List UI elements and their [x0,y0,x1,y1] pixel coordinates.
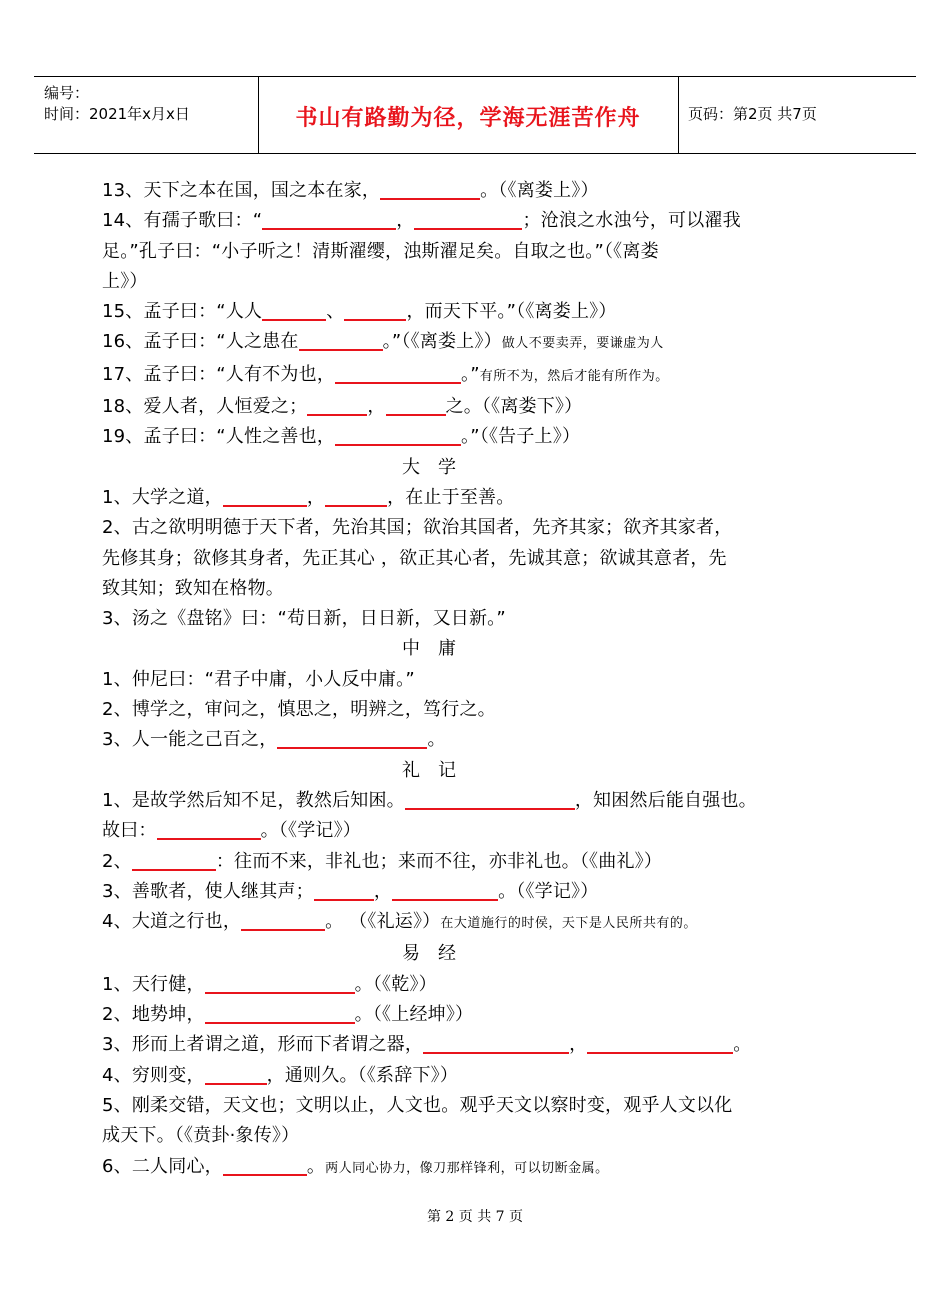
item-mencius-17: 17、孟子曰：“人有不为也， 。”有所不为，然后才能有所作为。 [102,363,669,385]
page-footer: 第 2 页 共 7 页 [426,1209,524,1225]
fill-blank[interactable] [205,972,355,994]
annotation-note: 做人不要卖弄，要谦虚为人 [501,336,664,352]
item-zhongyong-3: 3、人一能之己百之， 。 [102,729,446,751]
fill-blank[interactable] [241,909,325,931]
section-title-liji: 礼记 [402,759,474,781]
page-header [34,76,916,154]
item-yijing-3: 3、形而上者谓之道，形而下者谓之器， ， 。 [102,1034,752,1056]
item-liji-1: 1、是故学然后知不足，教然后知困。 ，知困然后能自强也。 [102,789,757,811]
item-yijing-1: 1、天行健， 。（《乾》） [102,973,437,995]
item-yijing-2: 2、地势坤， 。（《上经坤》） [102,1004,474,1026]
item-liji-1-cont: 故曰： 。（《学记》） [102,820,362,842]
doc-code-label: 编号： [44,84,90,102]
section-title-daxue: 大学 [402,456,474,478]
fill-blank[interactable] [380,178,480,200]
item-yijing-6: 6、二人同心， 。两人同心协力，像刀那样锋利，可以切断金属。 [102,1155,609,1177]
text-line: 2、古之欲明明德于天下者，先治其国；欲治其国者，先齐其家；欲齐其家者， [102,517,733,539]
header-divider [678,77,679,153]
annotation-note: 在大道施行的时侯，天下是人民所共有的。 [440,916,697,932]
fill-blank[interactable] [314,879,374,901]
item-liji-3: 3、善歌者，使人继其声； ， 。（《学记》） [102,880,599,902]
text-line: 足。”孔子曰：“小子听之！清斯濯缨，浊斯濯足矣。自取之也。”（《离娄 [102,240,659,262]
fill-blank[interactable] [205,1002,355,1024]
section-title-yijing: 易经 [402,943,474,965]
text-line: 成天下。（《贲卦·象传》） [102,1125,300,1147]
fill-blank[interactable] [392,879,498,901]
header-meta [44,83,190,125]
fill-blank[interactable] [405,788,575,810]
annotation-note: 两人同心协力，像刀那样锋利，可以切断金属。 [325,1160,609,1176]
fill-blank[interactable] [223,485,307,507]
fill-blank[interactable] [386,394,446,416]
fill-blank[interactable] [262,299,326,321]
item-mencius-19: 19、孟子曰：“人性之善也， 。”（《告子上》） [102,426,581,448]
fill-blank[interactable] [277,727,427,749]
item-mencius-16: 16、孟子曰：“人之患在 。”（《离娄上》）做人不要卖弄，要谦虚为人 [102,331,664,353]
item-daxue-1: 1、大学之道， ， ，在止于至善。 [102,486,515,508]
fill-blank[interactable] [307,394,367,416]
text-line: 致其知；致知在格物。 [102,577,284,599]
item-liji-4: 4、大道之行也， 。 （《礼运》）在大道施行的时侯，天下是人民所共有的。 [102,911,697,933]
text-line: 上》） [102,270,148,292]
section-title-zhongyong: 中庸 [402,638,474,660]
fill-blank[interactable] [587,1032,733,1054]
doc-time-label: 时间：2021年x月x日 [44,105,190,123]
header-page-code: 页码：第2页 共7页 [688,105,817,123]
item-zhongyong-1: 1、仲尼曰：“君子中庸，小人反中庸。” [102,668,415,690]
fill-blank[interactable] [223,1154,307,1176]
item-mencius-18: 18、爱人者，人恒爱之； ， 之。（《离娄下》） [102,396,583,418]
header-motto: 书山有路勤为径，学海无涯苦作舟 [295,106,641,131]
text-line: 5、刚柔交错，天文也；文明以止，人文也。观乎天文以察时变，观乎人文以化 [102,1094,733,1116]
item-liji-2: 2、 ：往而不来，非礼也；来而不往，亦非礼也。（《曲礼》） [102,850,663,872]
item-mencius-15: 15、孟子曰：“人人 、 ，而天下平。”（《离娄上》） [102,301,617,323]
item-yijing-4: 4、穷则变， ，通则久。（《系辞下》） [102,1064,459,1086]
fill-blank[interactable] [299,329,383,351]
fill-blank[interactable] [205,1063,267,1085]
item-daxue-3: 3、汤之《盘铭》曰：“苟日新，日日新，又日新。” [102,608,506,630]
fill-blank[interactable] [414,208,522,230]
fill-blank[interactable] [335,362,461,384]
fill-blank[interactable] [325,485,387,507]
item-zhongyong-2: 2、博学之，审问之，慎思之，明辨之，笃行之。 [102,699,496,721]
fill-blank[interactable] [157,818,261,840]
fill-blank[interactable] [335,424,461,446]
fill-blank[interactable] [262,208,396,230]
fill-blank[interactable] [132,849,216,871]
fill-blank[interactable] [423,1032,569,1054]
item-mencius-13: 13、天下之本在国，国之本在家， 。（《离娄上》） [102,180,599,201]
annotation-note: 有所不为，然后才能有所作为。 [479,368,669,384]
document-body [102,176,852,1184]
fill-blank[interactable] [344,299,406,321]
text-line: 先修其身；欲修其身者，先正其心 ，欲正其心者，先诚其意；欲诚其意者，先 [102,547,727,569]
item-mencius-14: 14、有孺子歌曰：“ ， ；沧浪之水浊兮，可以濯我 [102,210,741,232]
